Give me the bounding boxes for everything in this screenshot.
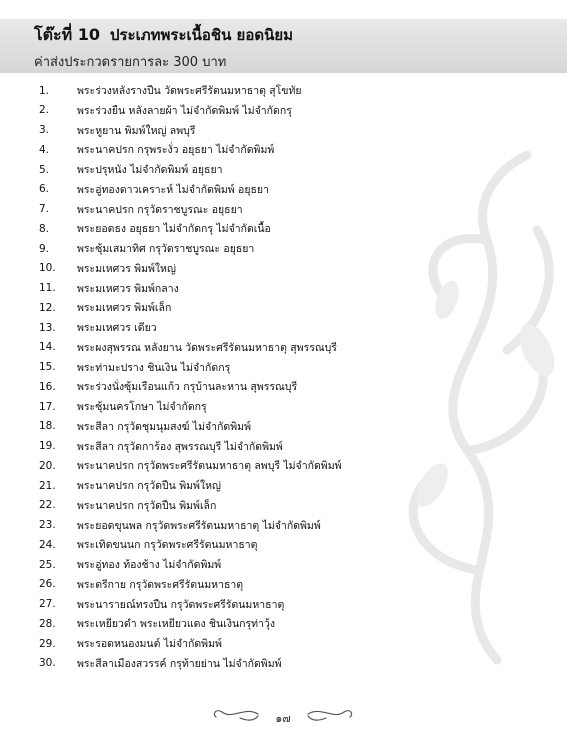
item-number: 20. — [39, 459, 56, 472]
list-item — [0, 160, 567, 179]
item-text: พระสีลาเมืองสวรรค์ กรุท้ายย่าน ไม่จำกัดพิมพ์ — [77, 657, 282, 670]
list-item — [0, 279, 567, 298]
list-item — [0, 81, 567, 100]
item-number: 4. — [39, 143, 50, 156]
item-number: 18. — [39, 420, 56, 433]
item-number: 6. — [39, 183, 50, 196]
list-item — [0, 140, 567, 159]
item-number: 12. — [39, 301, 56, 314]
item-text: พระตรีกาย กรุวัดพระศรีรัตนมหาธาตุ — [77, 578, 244, 591]
item-text: พระสีลา กรุวัดชุมนุมสงฆ์ ไม่จำกัดพิมพ์ — [77, 420, 251, 433]
list-item — [0, 555, 567, 574]
list-item — [0, 219, 567, 238]
list-item — [0, 338, 567, 357]
list-item — [0, 516, 567, 535]
item-number: 11. — [39, 282, 56, 294]
page-title — [34, 23, 293, 49]
item-number: 14. — [39, 341, 56, 354]
item-text: พระร่วงหลังรางปืน วัดพระศรีรัตนมหาธาตุ สุโขทัย — [77, 85, 302, 97]
list-item — [0, 614, 567, 633]
item-text: พระสีลา กรุวัดการ้อง สุพรรณบุรี ไม่จำกัดพิมพ์ — [77, 440, 283, 453]
list-item — [0, 358, 567, 377]
list-item — [0, 101, 567, 120]
item-number: 21. — [39, 479, 56, 492]
item-number: 24. — [39, 538, 56, 551]
item-text: พระยอดขุนพล กรุวัดพระศรีรัตนมหาธาตุ ไม่จำกัดพิมพ์ — [77, 519, 321, 532]
list-item — [0, 496, 567, 515]
item-number: 27. — [39, 598, 56, 610]
item-number: 13. — [39, 321, 56, 334]
item-number: 23. — [39, 519, 56, 531]
item-text: พระนาคปรก กรุวัดปืน พิมพ์ใหญ่ — [77, 480, 221, 492]
item-text: พระรอดหนองมนต์ ไม่จำกัดพิมพ์ — [77, 638, 222, 650]
list-item — [0, 377, 567, 396]
item-text: พระปรุหนัง ไม่จำกัดพิมพ์ อยุธยา — [77, 164, 223, 176]
item-text: พระเหยียวดำ พระเหยียวแดง ชินเงินกรุท่าวุ้ง — [77, 618, 275, 631]
list-item — [0, 239, 567, 258]
item-number: 26. — [39, 578, 56, 591]
item-number: 7. — [39, 203, 50, 215]
item-number: 25. — [39, 558, 56, 571]
list-item — [0, 417, 567, 436]
list-item — [0, 318, 567, 337]
item-text: พระร่วงยืน หลังลายผ้า ไม่จำกัดพิมพ์ ไม่จำกัดกรุ — [77, 104, 292, 117]
item-number: 3. — [39, 124, 50, 136]
item-text: พระมเหศวร พิมพ์ใหญ่ — [77, 262, 176, 275]
item-text: พระยอดธง อยุธยา ไม่จำกัดกรุ ไม่จำกัดเนื้อ — [77, 223, 271, 236]
item-text: พระมเหศวร เดียว — [77, 322, 157, 334]
page-number: ๑๗ — [275, 712, 291, 725]
item-text: พระหูยาน พิมพ์ใหญ่ ลพบุรี — [77, 124, 196, 137]
item-number: 17. — [39, 400, 56, 413]
item-text: พระซุ้มเสมาทิศ กรุวัดราชบูรณะ อยุธยา — [77, 243, 255, 255]
item-number: 19. — [39, 440, 56, 452]
item-number: 15. — [39, 361, 56, 373]
list-item — [0, 595, 567, 614]
list-item — [0, 298, 567, 317]
item-number: 2. — [39, 104, 50, 117]
list-item — [0, 437, 567, 456]
item-text: พระอู่ทองดาวเคราะห์ ไม่จำกัดพิมพ์ อยุธยา — [77, 183, 269, 196]
item-number: 22. — [39, 499, 56, 512]
item-text: พระท่ามะปราง ชินเงิน ไม่จำกัดกรุ — [77, 361, 231, 374]
item-number: 29. — [39, 637, 56, 650]
item-text: พระมเหศวร พิมพ์กลาง — [77, 282, 179, 295]
item-text: พระนาคปรก กรุวัดพระศรีรัตนมหาธาตุ ลพบุรี ไม่จำกัดพิมพ์ — [77, 460, 342, 473]
item-number: 1. — [39, 84, 50, 97]
list-item — [0, 654, 567, 673]
list-item — [0, 634, 567, 653]
item-number: 10. — [39, 262, 56, 275]
list-item — [0, 259, 567, 278]
item-text: พระนารายณ์ทรงปืน กรุวัดพระศรีรัตนมหาธาตุ — [77, 598, 285, 611]
item-number: 9. — [39, 242, 50, 255]
item-text: พระซุ้มนครโกษา ไม่จำกัดกรุ — [77, 401, 207, 413]
item-text: พระนาคปรก กรุพระงั่ว อยุธยา ไม่จำกัดพิมพ์ — [77, 144, 275, 157]
list-item — [0, 476, 567, 495]
item-text: พระอู่ทอง ท้องช้าง ไม่จำกัดพิมพ์ — [77, 559, 222, 571]
item-number: 8. — [39, 222, 50, 235]
list-item — [0, 535, 567, 554]
item-text: พระมเหศวร พิมพ์เล็ก — [77, 302, 172, 315]
category-title: ประเภทพระเนื้อชิน ยอดนิยม — [109, 26, 294, 44]
item-text: พระนาคปรก กรุวัดปืน พิมพ์เล็ก — [77, 499, 217, 512]
item-text: พระเทิดขนนก กรุวัดพระศรีรัตนมหาธาตุ — [77, 539, 258, 552]
list-item — [0, 397, 567, 416]
item-text: พระนาคปรก กรุวัดราชบูรณะ อยุธยา — [77, 203, 243, 216]
list-item — [0, 180, 567, 199]
item-number: 30. — [39, 657, 56, 670]
item-number: 16. — [39, 380, 56, 393]
table-number: โต๊ะที่ 10 — [34, 25, 100, 44]
list-item — [0, 200, 567, 219]
item-text: พระผงสุพรรณ หลังยาน วัดพระศรีรัตนมหาธาตุ สุพรรณบุรี — [77, 341, 337, 354]
list-item — [0, 575, 567, 594]
list-item — [0, 121, 567, 140]
fee-subtitle: ค่าส่งประกวดรายการละ 300 บาท — [34, 55, 227, 70]
list-item — [0, 456, 567, 475]
item-number: 28. — [39, 617, 56, 630]
item-number: 5. — [39, 163, 50, 176]
item-text: พระร่วงนั่งซุ้มเรือนแก้ว กรุบ้านละหาน สุพรรณบุรี — [77, 381, 298, 394]
